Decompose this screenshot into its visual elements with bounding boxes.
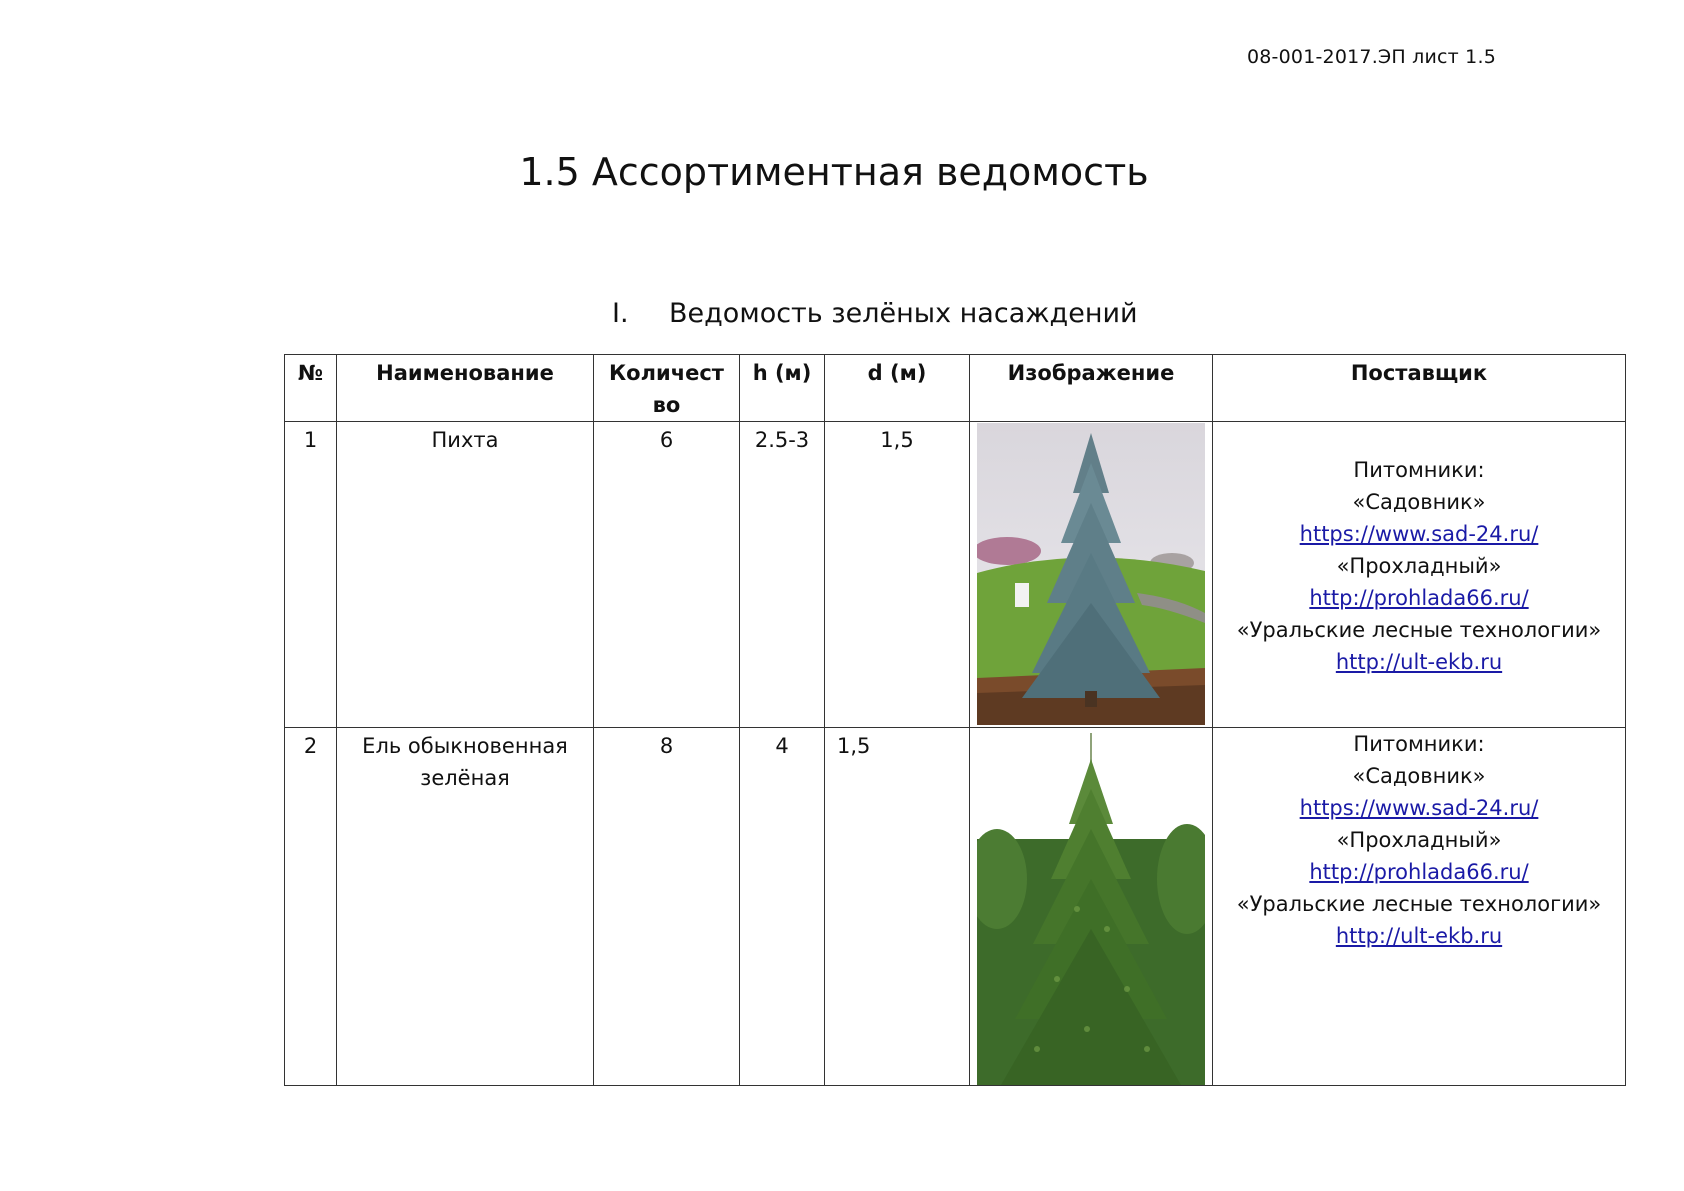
col-header-height: h (м) [740, 355, 825, 422]
supplier-heading: Питомники: [1353, 732, 1485, 756]
col-header-quantity-line2: во [652, 393, 681, 417]
plant-height: 4 [740, 728, 825, 1086]
col-header-quantity [594, 355, 740, 422]
col-header-number: № [285, 355, 337, 422]
supplier-link[interactable]: http://ult-ekb.ru [1335, 924, 1503, 948]
plant-image-cell [970, 422, 1213, 728]
col-header-image: Изображение [970, 355, 1213, 422]
table-header-row [285, 355, 1626, 422]
supplier-name: «Уральские лесные технологии» [1236, 618, 1602, 642]
supplier-name: «Прохладный» [1336, 554, 1502, 578]
plant-name [337, 422, 594, 728]
supplier-link[interactable]: https://www.sad-24.ru/ [1299, 796, 1539, 820]
supplier-name: «Уральские лесные технологии» [1236, 892, 1602, 916]
supplier-link[interactable]: http://prohlada66.ru/ [1309, 586, 1529, 610]
col-header-diameter: d (м) [825, 355, 970, 422]
table-row [285, 422, 1626, 728]
section-number: I. [612, 298, 629, 329]
row-number: 1 [285, 422, 337, 728]
supplier-link[interactable]: http://prohlada66.ru/ [1309, 860, 1529, 884]
fir-tree-photo [977, 423, 1205, 725]
plantings-table [284, 354, 1626, 1086]
supplier-name: «Садовник» [1352, 764, 1486, 788]
document-code: 08-001-2017.ЭП лист 1.5 [1246, 46, 1496, 68]
plant-name-line1: Ель обыкновенная [362, 734, 568, 758]
table-row [285, 728, 1626, 1086]
plant-diameter: 1,5 [825, 422, 970, 728]
plant-name-line1: Пихта [431, 428, 499, 452]
section-title [612, 298, 1138, 329]
plant-diameter: 1,5 [825, 728, 970, 1086]
supplier-name: «Прохладный» [1336, 828, 1502, 852]
plant-image-cell [970, 728, 1213, 1086]
row-number: 2 [285, 728, 337, 1086]
supplier-heading: Питомники: [1353, 458, 1485, 482]
plant-height: 2.5-3 [740, 422, 825, 728]
plant-quantity: 8 [594, 728, 740, 1086]
plant-name-line2: зелёная [420, 766, 510, 790]
col-header-name: Наименование [337, 355, 594, 422]
col-header-supplier: Поставщик [1213, 355, 1626, 422]
supplier-link[interactable]: https://www.sad-24.ru/ [1299, 522, 1539, 546]
section-heading: Ведомость зелёных насаждений [669, 298, 1138, 329]
plant-name [337, 728, 594, 1086]
supplier-cell [1213, 422, 1626, 728]
page-title: 1.5 Ассортиментная ведомость [519, 150, 1149, 194]
supplier-name: «Садовник» [1352, 490, 1486, 514]
plant-quantity: 6 [594, 422, 740, 728]
spruce-tree-photo [977, 729, 1205, 1085]
supplier-cell [1213, 728, 1626, 1086]
col-header-quantity-line1: Количест [609, 361, 724, 385]
supplier-link[interactable]: http://ult-ekb.ru [1335, 650, 1503, 674]
